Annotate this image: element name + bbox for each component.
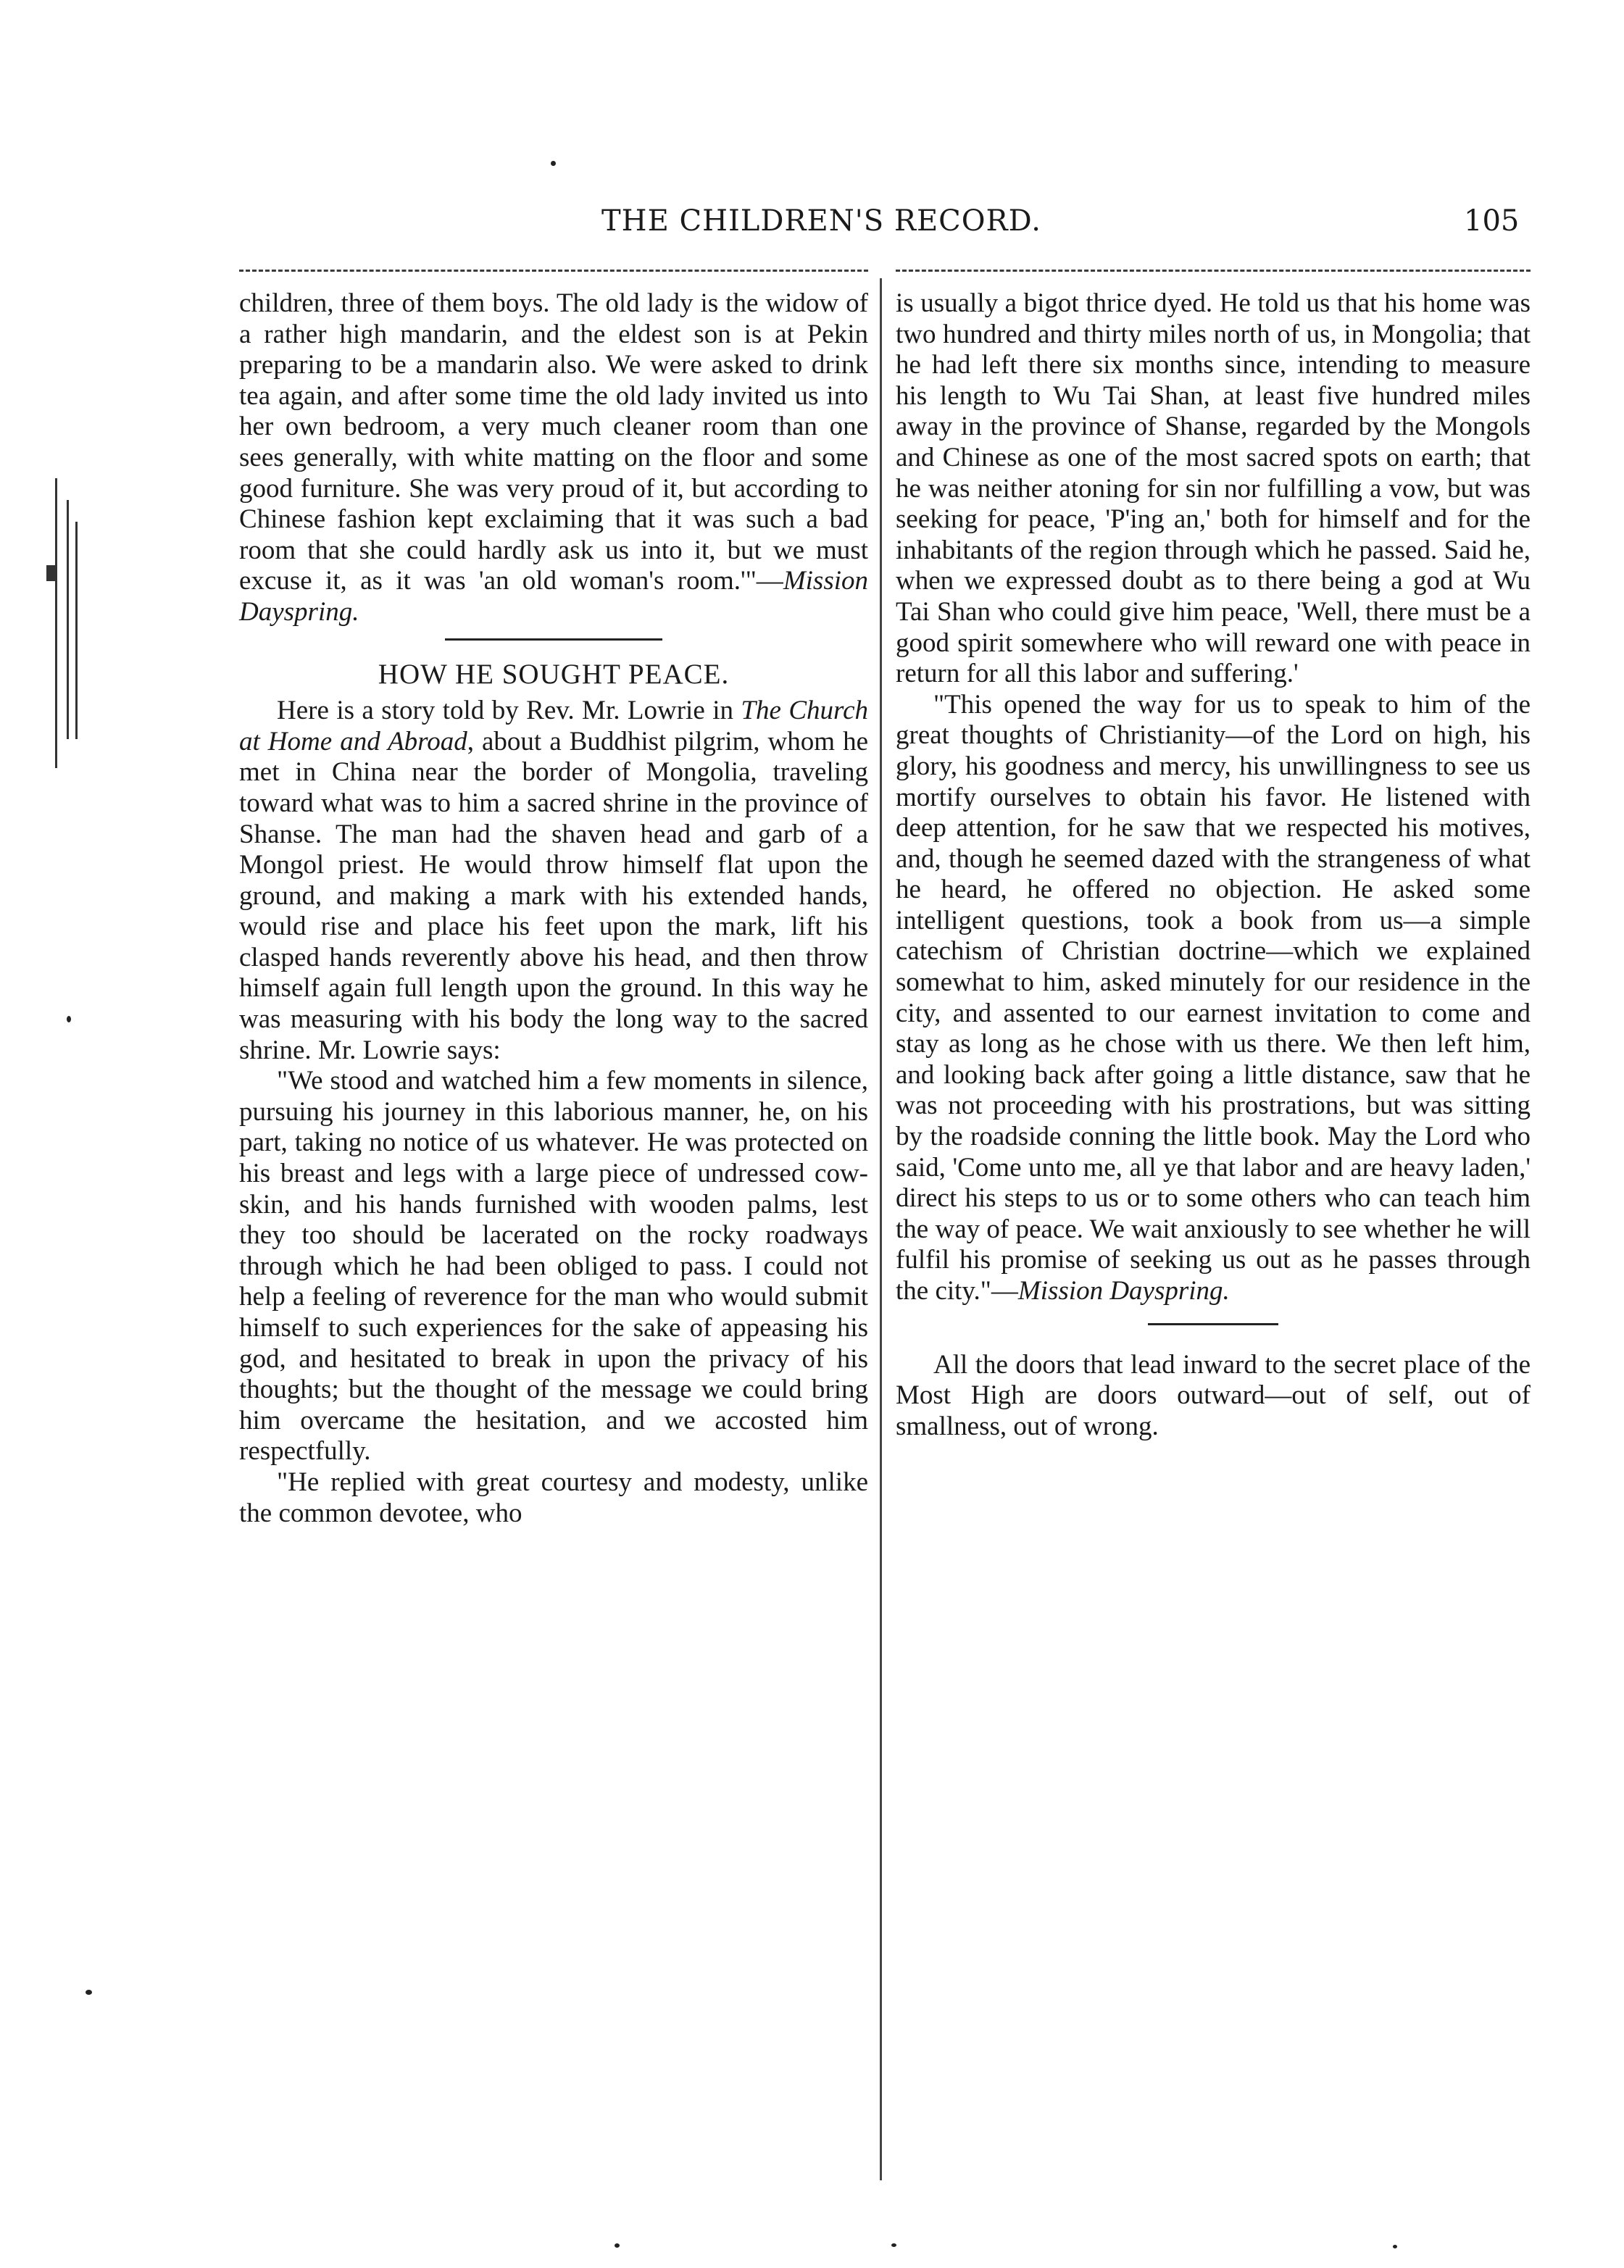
- scan-speck: [67, 1016, 71, 1022]
- scan-speck: [891, 2243, 896, 2247]
- page-number: 105: [1464, 204, 1520, 238]
- margin-mark: [75, 522, 78, 739]
- running-title: THE CHILDREN'S RECORD.: [601, 204, 1042, 238]
- margin-mark: [46, 565, 57, 581]
- margin-mark: [55, 478, 57, 768]
- source-credit: Mission Dayspring.: [239, 566, 868, 627]
- column-divider: [880, 278, 882, 2180]
- publication-title: The Church at Home and Abroad: [239, 696, 868, 756]
- source-credit: Mission Dayspring.: [1017, 1276, 1230, 1306]
- header-rule-left: [239, 270, 868, 274]
- story-paragraph: "He replied with great courtesy and modesty, unlike the common devotee, who: [239, 1467, 868, 1528]
- right-column: [896, 288, 1531, 1442]
- scan-speck: [615, 2243, 620, 2248]
- article-separator: [1148, 1323, 1278, 1325]
- section-heading: HOW HE SOUGHT PEACE.: [378, 658, 730, 690]
- margin-mark: [67, 500, 69, 739]
- closing-thought: All the doors that lead inward to the secret place of the Most High are doors outward—out of self, out of smallness, out of wrong.: [896, 1349, 1531, 1441]
- story-intro: Here is a story told by Rev. Mr. Lowrie in The Church at Home and Abroad, about a Buddhist pilgrim, whom he met in China near the border of Mongolia, traveling toward what was to him a sacred shrine in the province of Shanse. The man had the shaven head and garb of a Mongol priest. He would throw himself flat upon the ground, and making a mark with his extended hands, would rise and place his feet upon the mark, lift his clasped hands reverently above his head, and then throw himself again full length upon the ground. In this way he was measuring with his body the long way to the sacred shrine. Mr. Lowrie says:: [239, 696, 869, 1065]
- scan-speck: [86, 1990, 92, 1995]
- scan-speck: [1393, 2245, 1397, 2248]
- story-paragraph: is usually a bigot thrice dyed. He told us that his home was two hundred and thirty miles north of us, in Mongolia; that he had left there six months since, intending to measure his length to Wu Tai Shan, at least five hundred miles away in the province of Shanse, regarded by the Mongols and Chinese as one of the most sacred spots on earth; that he was neither atoning for sin nor fulfilling a vow, but was seeking for peace, 'P'ing an,' both for himself and for the inhabitants of the region through which he passed. Said he, when we expressed doubt as to there being a god at Wu Tai Shan who could give him peace, 'Well, there must be a good spirit somewhere who will reward one with peace in return for all this labor and suffering.': [896, 288, 1531, 689]
- story-paragraph: "We stood and watched him a few moments in silence, pursuing his journey in this laborious manner, he, on his part, taking no notice of us whatever. He was protected on his breast and legs with a large piece of undressed cow-skin, and his hands furnished with wooden palms, lest they too should be lacerated on the rocky roadways through which he had been obliged to pass. I could not help a feeling of reverence for the man who would submit himself to such experiences for the sake of appeasing his god, and hesitated to break in upon the privacy of his thoughts; but the thought of the message we could bring him overcame the hesitation, and we accosted him respectfully.: [239, 1066, 868, 1467]
- left-column: [239, 288, 868, 1529]
- article-separator: [445, 638, 662, 641]
- story-paragraph: "This opened the way for us to speak to him of the great thoughts of Christianity—of the Lord on high, his glory, his goodness and mercy, his unwillingness to see us mortify ourselves to obtain his favor. He listened with deep attention, for he saw that we respected his motives, and, though he seemed dazed with the strangeness of what he heard, he offered no objection. He asked some intelligent questions, took a book from us—a simple catechism of Christian doctrine—which we explained somewhat to him, asked minutely for our residence in the city, and assented to our earnest invitation to come and stay as long as he chose with us there. We then left him, and looking back after going a little distance, saw that he was not proceeding with his prostrations, but was sitting by the roadside conning the little book. May the Lord who said, 'Come unto me, all ye that labor and are heavy laden,' direct his steps to us or to some others who can teach him the way of peace. We wait anxiously to see whether he will fulfil his promise of seeking us out as he passes through the city."—Mission Dayspring.: [896, 689, 1531, 1306]
- scan-speck: [551, 161, 556, 166]
- article-continuation: children, three of them boys. The old lady is the widow of a rather high mandarin, and the eldest son is at Pekin preparing to be a mandarin also. We were asked to drink tea again, and after some time the old lady invited us into her own bedroom, a very much cleaner room than one sees generally, with white matting on the floor and some good furniture. She was very proud of it, but according to Chinese fashion kept exclaiming that it was such a bad room that she could hardly ask us into it, but we must excuse it, as it was 'an old woman's room.'"—Mission Dayspring.: [239, 288, 868, 627]
- header-rule-right: [896, 270, 1531, 274]
